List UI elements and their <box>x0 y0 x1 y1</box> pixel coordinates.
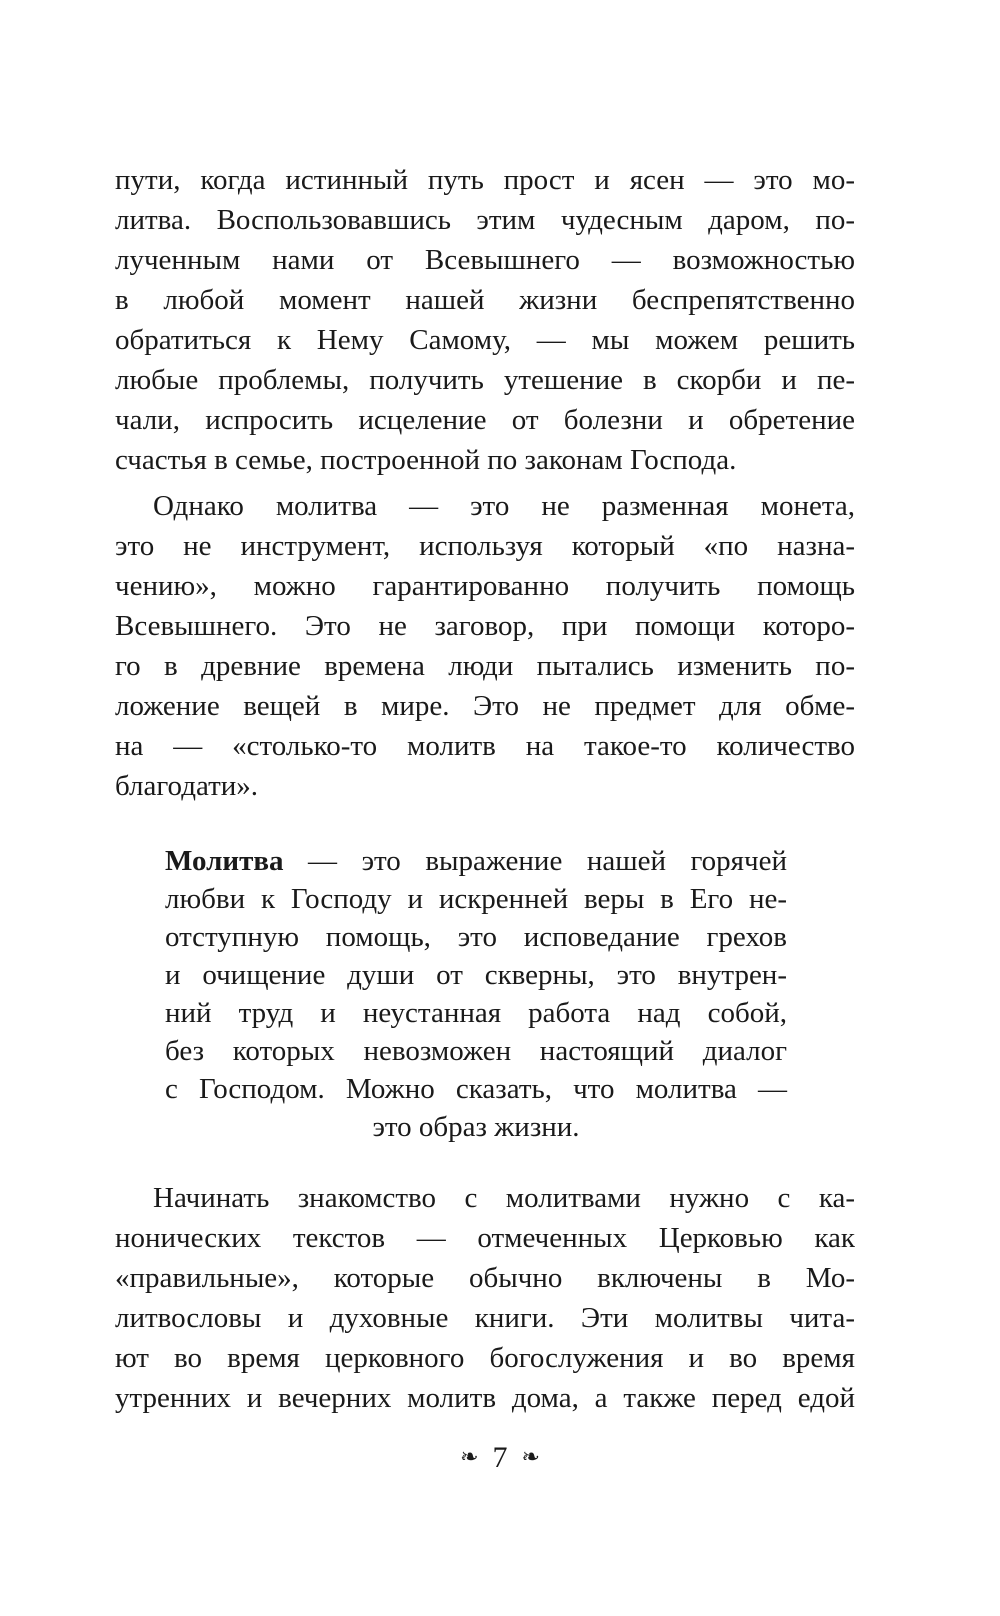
text-line: литвословы и духовные книги. Эти молитвы чита- <box>115 1302 855 1334</box>
text-line: «правильные», которые обычно включены в Мо- <box>115 1262 855 1294</box>
text-line: литва. Воспользовавшись этим чудесным даром, по- <box>115 204 855 236</box>
text-line: лученным нами от Всевышнего — возможностью <box>115 244 855 276</box>
quote-line: с Господом. Можно сказать, что молитва — <box>165 1073 787 1105</box>
paragraph-1 <box>115 160 855 480</box>
quote-line: любви к Господу и искренней веры в Его не- <box>165 883 787 915</box>
text-line: го в древние времена люди пытались изменить по- <box>115 650 855 682</box>
text-line: благодати». <box>115 770 259 802</box>
paragraph-3 <box>115 1178 855 1418</box>
text-line: нонических текстов — отмеченных Церковью как <box>115 1222 855 1254</box>
text-line: обратиться к Нему Самому, — мы можем решить <box>115 324 855 356</box>
text-line: ют во время церковного богослужения и во время <box>115 1342 855 1374</box>
quote-line: ний труд и неустанная работа над собой, <box>165 997 787 1029</box>
page-number: 7 <box>492 1441 508 1474</box>
text-line: Однако молитва — это не разменная монета, <box>153 490 855 522</box>
text-line: Всевышнего. Это не заговор, при помощи которо- <box>115 610 855 642</box>
quote-line: и очищение души от скверны, это внутрен- <box>165 959 787 991</box>
leaf-ornament-icon: ❧ <box>521 1444 540 1470</box>
text-line: любые проблемы, получить утешение в скорби и пе- <box>115 364 855 396</box>
text-line: в любой момент нашей жизни беспрепятственно <box>115 284 855 316</box>
quote-last-line: это образ жизни. <box>372 1111 580 1143</box>
text-line: это не инструмент, используя который «по назна- <box>115 530 855 562</box>
leaf-ornament-icon: ❧ <box>460 1444 479 1470</box>
page-footer <box>0 1438 1000 1480</box>
quote-term: Молитва <box>165 845 284 877</box>
page-body <box>115 160 855 1418</box>
quote-line: без которых невозможен настоящий диалог <box>165 1035 787 1067</box>
highlighted-quote <box>115 842 855 1146</box>
text-line: счастья в семье, построенной по законам Господа. <box>115 444 737 476</box>
text-line: пути, когда истинный путь прост и ясен — это мо- <box>115 164 855 196</box>
text-line: Начинать знакомство с молитвами нужно с ка- <box>153 1182 855 1214</box>
quote-first-line-rest: — это выражение нашей горячей <box>283 845 787 877</box>
text-line: чению», можно гарантированно получить помощь <box>115 570 855 602</box>
quote-line: отступную помощь, это исповедание грехов <box>165 921 787 953</box>
text-line: на — «столько-то молитв на такое-то количество <box>115 730 855 762</box>
quote-line <box>165 842 787 880</box>
paragraph-2 <box>115 486 855 806</box>
text-line: ложение вещей в мире. Это не предмет для обме- <box>115 690 855 722</box>
text-line: утренних и вечерних молитв дома, а также перед едой <box>115 1382 855 1414</box>
text-line: чали, испросить исцеление от болезни и обретение <box>115 404 855 436</box>
